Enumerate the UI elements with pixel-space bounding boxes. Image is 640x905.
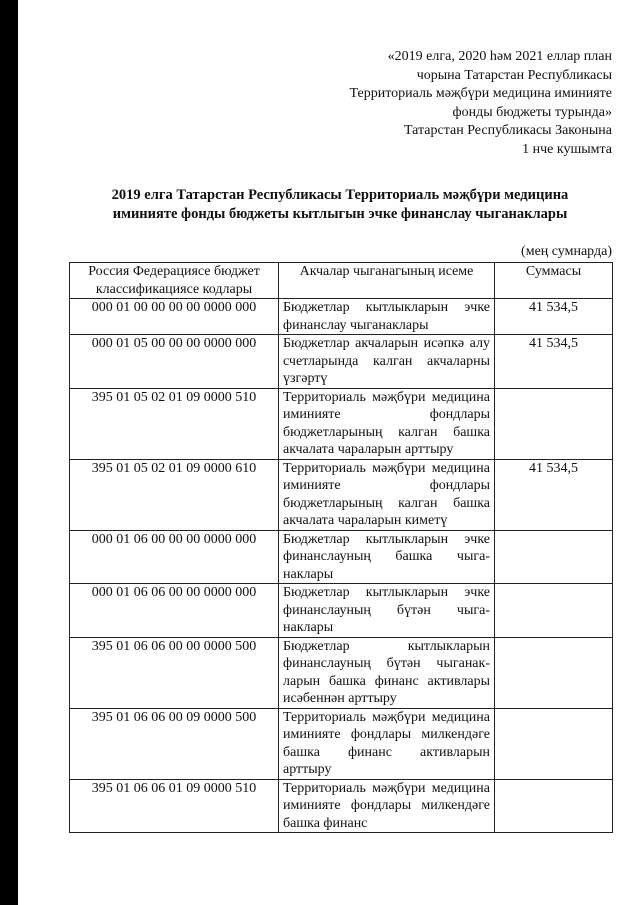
table-row xyxy=(70,299,613,335)
scan-edge-bar xyxy=(0,0,18,905)
table-row xyxy=(70,584,613,638)
cell-name: Территориаль мәҗбүри медицина иминияте фондлары милкендәге башка финанс xyxy=(279,779,495,833)
cell-amount: 41 534,5 xyxy=(495,335,613,389)
cell-code: 395 01 06 06 00 09 0000 500 xyxy=(70,708,279,779)
cell-name: Бюджетлар кытлыкларын эчке финанслау чыганаклары xyxy=(279,299,495,335)
cell-code: 395 01 05 02 01 09 0000 610 xyxy=(70,459,279,530)
cell-name: Территориаль мәҗбүри медицина иминияте фондлары милкендәге башка финанс активларын арттыру xyxy=(279,708,495,779)
cell-name: Бюджетлар кытлыкларын финанслауның бүтән чыганак- ларын башка финанс активлары исәбеннән арттыру xyxy=(279,637,495,708)
cell-amount xyxy=(495,530,613,584)
cell-code: 395 01 06 06 01 09 0000 510 xyxy=(70,779,279,833)
cell-name: Территориаль мәҗбүри медицина иминияте фондлары бюджетларының калган башка акчалата чараларын киметү xyxy=(279,459,495,530)
table-row xyxy=(70,335,613,389)
title-line: иминияте фонды бюджеты кытлыгын эчке финанслау чыганаклары xyxy=(112,206,568,222)
cell-code: 000 01 05 00 00 00 0000 000 xyxy=(70,335,279,389)
document-title xyxy=(70,186,610,224)
table-row xyxy=(70,530,613,584)
cell-amount xyxy=(495,388,613,459)
header-line: фонды бюджеты турында» xyxy=(452,104,612,120)
financing-sources-table xyxy=(69,262,613,833)
cell-code: 000 01 06 00 00 00 0000 000 xyxy=(70,530,279,584)
table-header-row xyxy=(70,263,613,299)
table-row xyxy=(70,459,613,530)
appendix-header xyxy=(252,48,612,159)
header-code: Россия Федерациясе бюджет классификациясе кодлары xyxy=(70,263,279,299)
title-line: 2019 елга Татарстан Республикасы Территориаль мәҗбүри медицина xyxy=(111,187,569,203)
table-row xyxy=(70,388,613,459)
header-amount: Суммасы xyxy=(495,263,613,299)
units-label: (мең сумнарда) xyxy=(521,244,612,259)
header-line: Территориаль мәҗбүри медицина иминияте xyxy=(349,86,612,101)
header-line: 1 нче кушымта xyxy=(522,141,612,157)
cell-code: 395 01 05 02 01 09 0000 510 xyxy=(70,388,279,459)
table-row xyxy=(70,779,613,833)
cell-name: Бюджетлар акчаларын исәпкә алу счетларында калган акчаларны үзгәртү xyxy=(279,335,495,389)
cell-name: Бюджетлар кытлыкларын эчке финанслауның башка чыга- наклары xyxy=(279,530,495,584)
cell-code: 395 01 06 06 00 00 0000 500 xyxy=(70,637,279,708)
header-line: «2019 елга, 2020 һәм 2021 еллар план xyxy=(387,49,612,64)
cell-code: 000 01 06 06 00 00 0000 000 xyxy=(70,584,279,638)
table-row xyxy=(70,708,613,779)
cell-amount xyxy=(495,708,613,779)
cell-amount: 41 534,5 xyxy=(495,299,613,335)
cell-amount xyxy=(495,637,613,708)
cell-code: 000 01 00 00 00 00 0000 000 xyxy=(70,299,279,335)
header-line: чорына Татарстан Республикасы xyxy=(416,67,612,83)
cell-amount xyxy=(495,584,613,638)
cell-name: Территориаль мәҗбүри медицина иминияте фондлары бюджетларының калган башка акчалата чараларын арттыру xyxy=(279,388,495,459)
cell-name: Бюджетлар кытлыкларын эчке финанслауның бүтән чыга- наклары xyxy=(279,584,495,638)
cell-amount xyxy=(495,779,613,833)
header-line: Татарстан Республикасы Законына xyxy=(403,123,612,138)
header-name: Акчалар чыганагының исеме xyxy=(279,263,495,299)
cell-amount: 41 534,5 xyxy=(495,459,613,530)
table-row xyxy=(70,637,613,708)
